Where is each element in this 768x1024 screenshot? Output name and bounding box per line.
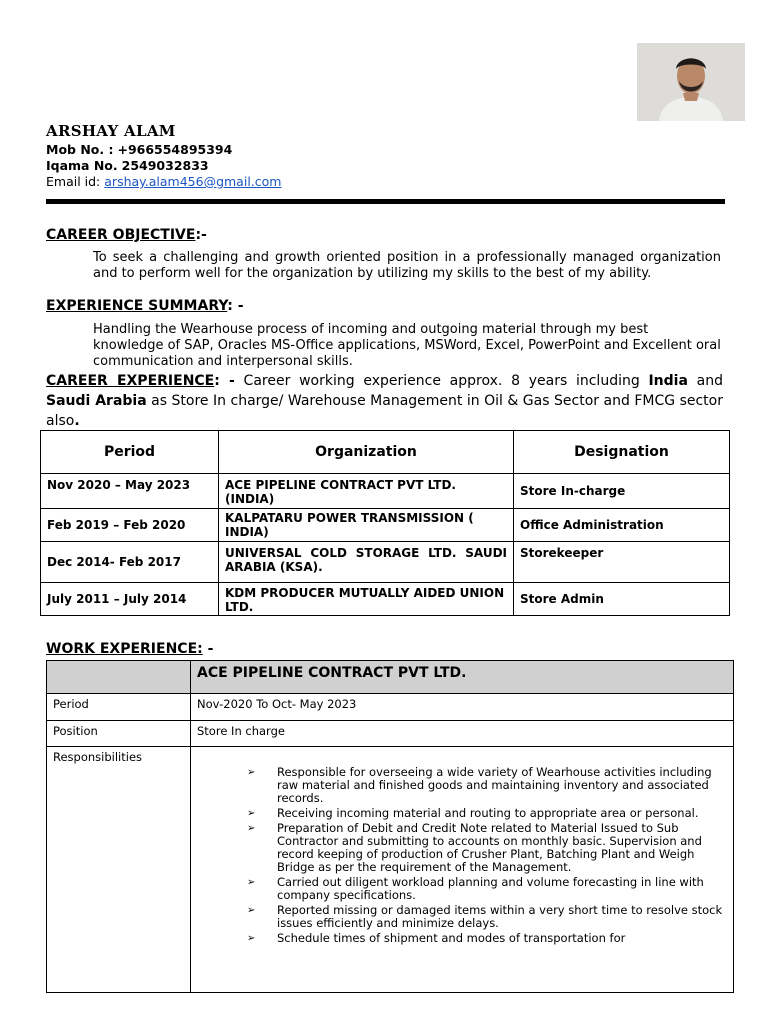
organization-cell: KALPATARU POWER TRANSMISSION ( INDIA)	[219, 509, 514, 542]
organization-cell: ACE PIPELINE CONTRACT PVT LTD. (INDIA)	[219, 474, 514, 509]
career-objective-heading	[46, 227, 207, 243]
mobile-label: Mob No. :	[46, 142, 114, 157]
career-objective-text: To seek a challenging and growth oriented position in a professionally managed organization and to perform well for the organization by utilizing my skills to the best of my ability.	[93, 250, 721, 281]
list-item-text: Receiving incoming material and routing to appropriate area or personal.	[277, 806, 699, 820]
work-experience-suffix: -	[202, 641, 214, 657]
period-value: Nov-2020 To Oct- May 2023	[191, 694, 734, 721]
arrow-bullet-icon: ➢	[247, 933, 256, 944]
period-cell: Nov 2020 – May 2023	[41, 474, 219, 509]
designation-cell: Storekeeper	[514, 542, 730, 583]
work-experience-title: WORK EXPERIENCE:	[46, 641, 203, 657]
arrow-bullet-icon: ➢	[247, 823, 256, 834]
organization-cell: UNIVERSAL COLD STORAGE LTD. SAUDI ARABIA (KSA).	[219, 542, 514, 583]
arrow-bullet-icon: ➢	[247, 877, 256, 888]
candidate-name: ARSHAY ALAM	[46, 122, 176, 140]
column-header-designation: Designation	[514, 431, 730, 474]
career-experience-end: .	[74, 413, 80, 429]
list-item	[247, 932, 727, 945]
list-item-text: Reported missing or damaged items within a very short time to resolve stock issues efficiently and minimize delays.	[277, 903, 723, 930]
experience-summary-heading	[46, 298, 244, 314]
list-item	[247, 876, 727, 902]
list-item	[247, 904, 727, 930]
list-item-text: Responsible for overseeing a wide variety of Wearhouse activities including raw material and finished goods and maintaining inventory and associated records.	[277, 765, 712, 805]
career-experience-paragraph	[46, 371, 723, 431]
iqama-value: 2549032833	[121, 158, 209, 173]
country-india: India	[648, 373, 688, 389]
arrow-bullet-icon: ➢	[247, 905, 256, 916]
designation-cell: Store In-charge	[514, 474, 730, 509]
company-row	[47, 661, 734, 694]
list-item-text: Preparation of Debit and Credit Note related to Material Issued to Sub Contractor and submitting to accounts on monthly basic. Supervision and record keeping of production of Crusher Plant, Batching Plant and Weigh Bridge as per the requirement of the Management.	[277, 821, 702, 874]
company-name: ACE PIPELINE CONTRACT PVT LTD.	[191, 661, 734, 694]
designation-cell: Office Administration	[514, 509, 730, 542]
mobile-value: +966554895394	[117, 142, 233, 157]
person-photo-icon	[637, 43, 745, 121]
work-experience-heading	[46, 641, 213, 657]
header-divider	[46, 199, 725, 204]
email-line	[46, 174, 281, 190]
country-saudi: Saudi Arabia	[46, 393, 147, 409]
list-item	[247, 822, 727, 874]
work-experience-table	[46, 660, 734, 993]
period-cell: July 2011 – July 2014	[41, 583, 219, 616]
table-row	[41, 509, 730, 542]
iqama-line	[46, 158, 209, 174]
email-label: Email id:	[46, 174, 101, 189]
table-row	[41, 583, 730, 616]
list-item	[247, 766, 727, 805]
organization-cell: KDM PRODUCER MUTUALLY AIDED UNION LTD.	[219, 583, 514, 616]
responsibilities-cell	[191, 747, 734, 993]
list-item-text: Carried out diligent workload planning and volume forecasting in line with company specifications.	[277, 875, 704, 902]
arrow-bullet-icon: ➢	[247, 808, 256, 819]
period-row	[47, 694, 734, 721]
company-label-cell	[47, 661, 191, 694]
experience-summary-text: Handling the Wearhouse process of incoming and outgoing material through my best knowledge of SAP, Oracles MS-Office applications, MSWord, Excel, PowerPoint and Excellent oral communication and interpersonal skills.	[93, 322, 721, 369]
column-header-organization: Organization	[219, 431, 514, 474]
column-header-period: Period	[41, 431, 219, 474]
iqama-label: Iqama No.	[46, 158, 118, 173]
email-link[interactable]: arshay.alam456@gmail.com	[104, 174, 282, 189]
table-row	[41, 474, 730, 509]
career-objective-title: CAREER OBJECTIVE	[46, 227, 196, 243]
arrow-bullet-icon: ➢	[247, 767, 256, 778]
list-item-text: Schedule times of shipment and modes of transportation for	[277, 931, 626, 945]
mobile-line	[46, 142, 232, 158]
career-experience-title: CAREER EXPERIENCE	[46, 373, 215, 389]
experience-summary-title: EXPERIENCE SUMMARY	[46, 298, 228, 314]
period-label: Period	[47, 694, 191, 721]
career-objective-suffix: :-	[195, 227, 207, 243]
career-experience-and: and	[696, 373, 723, 389]
designation-cell: Store Admin	[514, 583, 730, 616]
position-row	[47, 721, 734, 747]
profile-photo	[637, 43, 745, 121]
table-row	[41, 542, 730, 583]
experience-summary-suffix: : -	[227, 298, 244, 314]
position-label: Position	[47, 721, 191, 747]
period-cell: Feb 2019 – Feb 2020	[41, 509, 219, 542]
responsibilities-label: Responsibilities	[47, 747, 191, 993]
responsibilities-list	[197, 766, 727, 945]
experience-table	[40, 430, 730, 616]
career-experience-text-1: Career working experience approx. 8 years including	[234, 373, 649, 389]
career-experience-suffix: : -	[214, 373, 235, 389]
list-item	[247, 807, 727, 820]
table-header-row	[41, 431, 730, 474]
responsibilities-row	[47, 747, 734, 993]
career-experience-text-2: as Store In charge/ Warehouse Management in Oil & Gas Sector and FMCG sector also	[46, 393, 723, 429]
period-cell: Dec 2014- Feb 2017	[41, 542, 219, 583]
position-value: Store In charge	[191, 721, 734, 747]
